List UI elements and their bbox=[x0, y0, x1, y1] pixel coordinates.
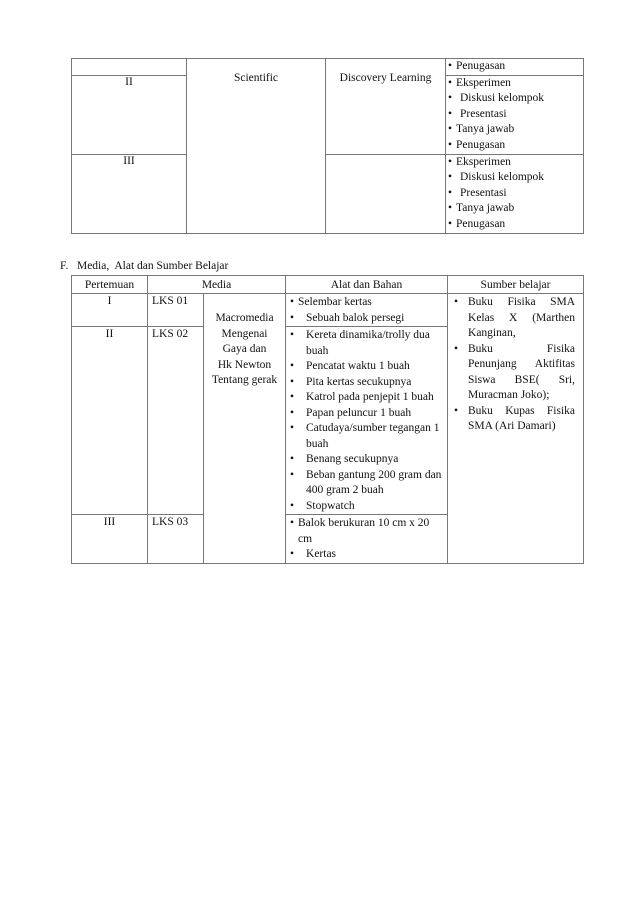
list-item: • Katrol pada penjepit 1 buah bbox=[290, 390, 443, 406]
table-header-row bbox=[72, 276, 584, 294]
header-alat: Alat dan Bahan bbox=[286, 276, 448, 294]
list-item: • Beban gantung 200 gram dan 400 gram 2 buah bbox=[290, 468, 443, 499]
list-item: • Buku Fisika Penunjang Aktifitas Siswa BSE( Sri, Muracman Joko); bbox=[454, 342, 575, 404]
list-item: • Kertas bbox=[290, 547, 443, 563]
list-item: • Kereta dinamika/trolly dua buah bbox=[290, 328, 443, 359]
list-item: • Stopwatch bbox=[290, 499, 443, 515]
model-text: Discovery Learning bbox=[339, 72, 432, 84]
lks-cell: LKS 01 bbox=[148, 294, 204, 327]
media-line: Gaya dan bbox=[222, 343, 267, 355]
list-item: • Tanya jawab bbox=[448, 201, 583, 217]
list-item: • Eksperimen bbox=[448, 155, 583, 171]
alat-list bbox=[290, 295, 443, 326]
list-item: • Sebuah balok persegi bbox=[290, 311, 443, 327]
list-item: • Pita kertas secukupnya bbox=[290, 375, 443, 391]
list-item: • Tanya jawab bbox=[448, 122, 583, 138]
sumber-list bbox=[454, 295, 575, 435]
table-row bbox=[72, 59, 584, 76]
header-pertemuan: Pertemuan bbox=[72, 276, 148, 294]
meeting-cell bbox=[72, 154, 187, 233]
list-item: • Diskusi kelompok bbox=[448, 170, 583, 186]
table-row bbox=[72, 294, 584, 327]
model-cell bbox=[326, 59, 446, 155]
list-item: • Buku Kupas Fisika SMA (Ari Damari) bbox=[454, 404, 575, 435]
header-media: Media bbox=[148, 276, 286, 294]
meeting-cell bbox=[72, 75, 187, 154]
list-item: • Pencatat waktu 1 buah bbox=[290, 359, 443, 375]
list-item: • Penugasan bbox=[448, 59, 583, 75]
list-item: • Balok berukuran 10 cm x 20 cm bbox=[290, 516, 443, 547]
activity-cell bbox=[446, 59, 584, 76]
approach-text: Scientific bbox=[233, 72, 279, 84]
lks-cell: LKS 02 bbox=[148, 327, 204, 515]
learning-activities-table bbox=[71, 58, 584, 234]
lks-cell: LKS 03 bbox=[148, 515, 204, 564]
list-item: • Selembar kertas bbox=[290, 295, 443, 311]
media-cell bbox=[204, 294, 286, 564]
list-item: • Presentasi bbox=[448, 107, 583, 123]
meeting-cell: III bbox=[72, 515, 148, 564]
media-line: Macromedia bbox=[215, 312, 274, 324]
alat-cell bbox=[286, 327, 448, 515]
activity-list bbox=[448, 76, 583, 154]
meeting-cell: II bbox=[72, 327, 148, 515]
header-sumber: Sumber belajar bbox=[448, 276, 584, 294]
media-line: Mengenai bbox=[221, 327, 268, 340]
meeting-number: III bbox=[123, 154, 135, 167]
list-item: • Penugasan bbox=[448, 217, 583, 233]
list-item: • Catudaya/sumber tegangan 1 buah bbox=[290, 421, 443, 452]
alat-list bbox=[290, 516, 443, 563]
meeting-number: II bbox=[125, 75, 133, 88]
alat-cell bbox=[286, 294, 448, 327]
media-table bbox=[71, 275, 584, 564]
activity-list bbox=[448, 59, 583, 75]
activity-cell bbox=[446, 154, 584, 233]
media-line: Tentang gerak bbox=[211, 374, 278, 386]
activity-cell bbox=[446, 75, 584, 154]
sumber-cell bbox=[448, 294, 584, 564]
list-item: • Penugasan bbox=[448, 138, 583, 154]
approach-cell bbox=[187, 59, 326, 234]
list-item: • Presentasi bbox=[448, 186, 583, 202]
list-item: • Eksperimen bbox=[448, 76, 583, 92]
meeting-cell: I bbox=[72, 294, 148, 327]
media-line: Hk Newton bbox=[217, 358, 272, 371]
list-item: • Diskusi kelompok bbox=[448, 91, 583, 107]
alat-list bbox=[290, 328, 443, 514]
alat-cell bbox=[286, 515, 448, 564]
table-row bbox=[72, 154, 584, 233]
list-item: • Papan peluncur 1 buah bbox=[290, 406, 443, 422]
list-item: • Benang secukupnya bbox=[290, 452, 443, 468]
list-item: • Buku Fisika SMA Kelas X (Marthen Kanginan, bbox=[454, 295, 575, 342]
activity-list bbox=[448, 155, 583, 233]
section-heading: F. Media, Alat dan Sumber Belajar bbox=[60, 260, 229, 272]
